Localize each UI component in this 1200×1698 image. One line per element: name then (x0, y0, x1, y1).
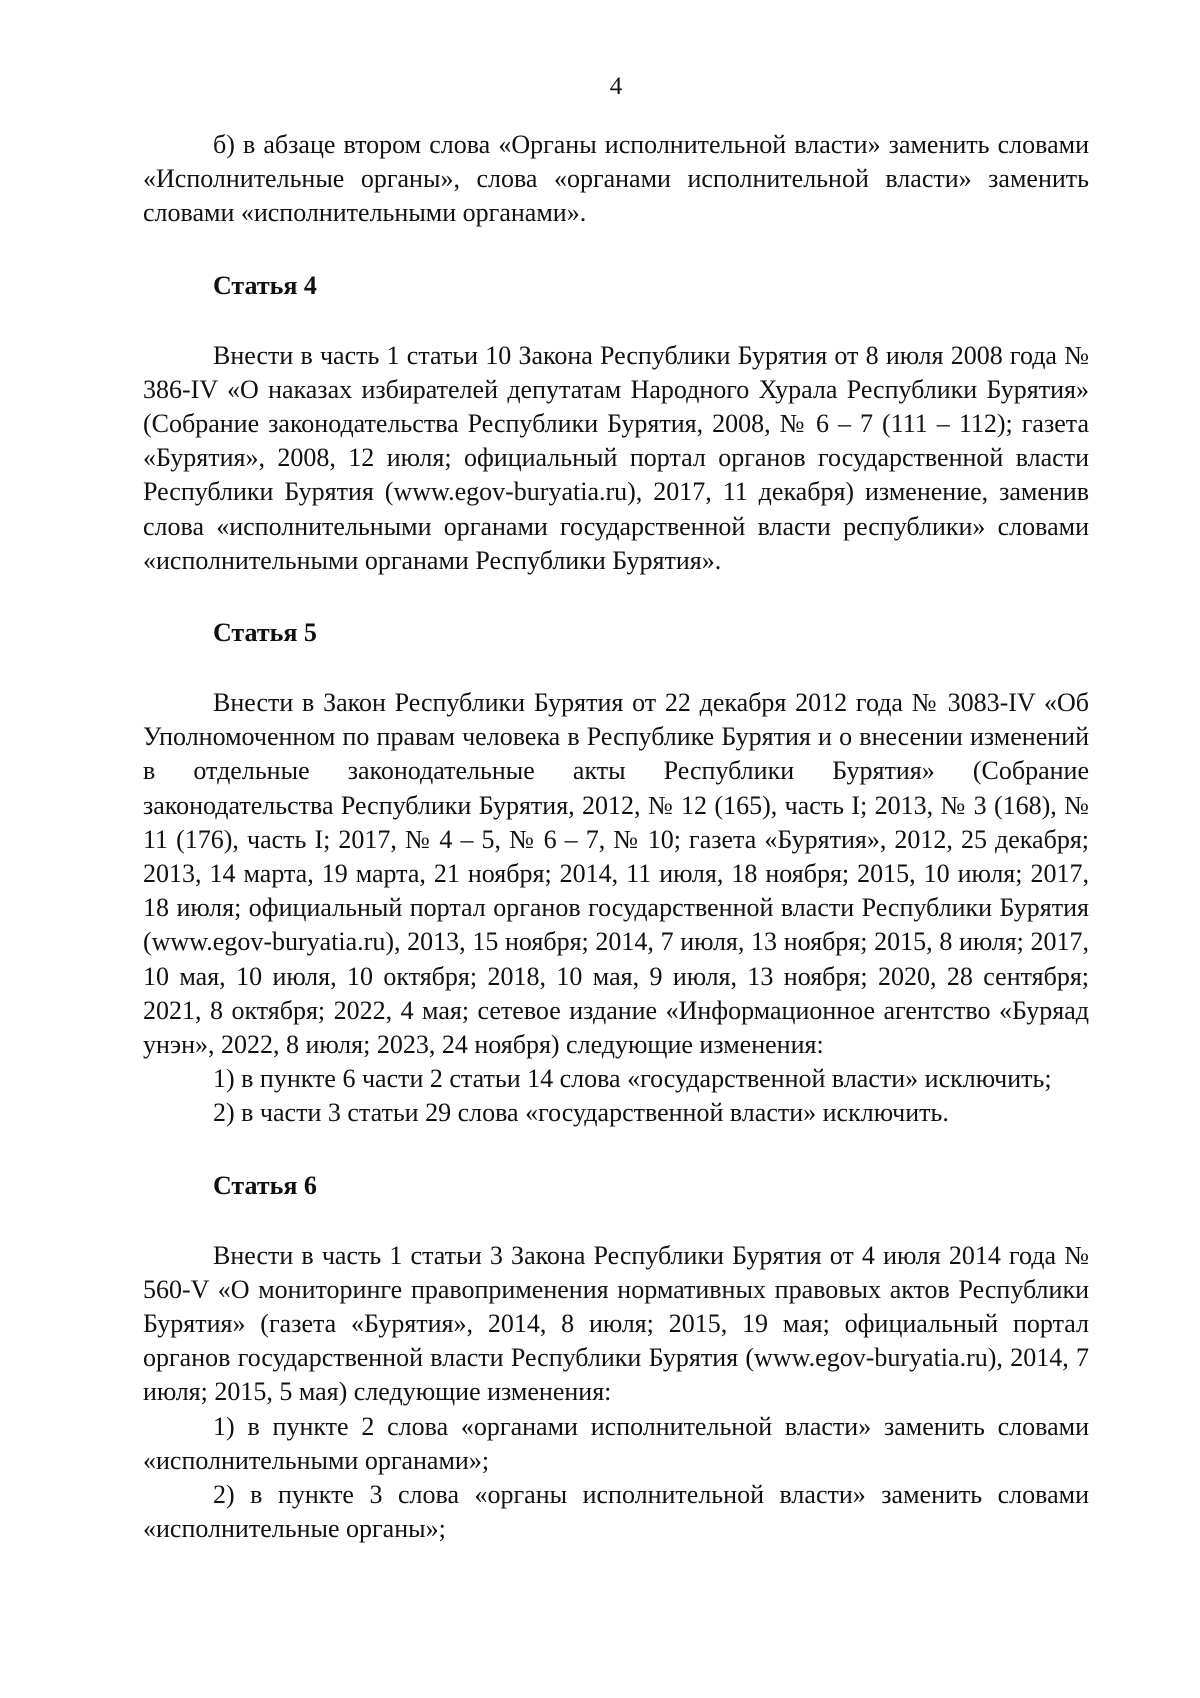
article-6-item-1: 1) в пункте 2 слова «органами исполнительной власти» заменить словами «исполнительными органами»; (143, 1411, 1089, 1475)
article-5-paragraph: Внести в Закон Республики Бурятия от 22 декабря 2012 года № 3083-IV «Об Уполномоченном по правам человека в Республике Бурятия и о внесении изменений в отдельные законодательные акты Республики Бурятия» (Собрание законодательства Республики Бурятия, 2012, № 12 (165), часть I; 2013, № 3 (168), № 11 (176), часть I; 2017, № 4 – 5, № 6 – 7, № 10; газета «Бурятия», 2012, 25 декабря; 2013, 14 марта, 19 марта, 21 ноября; 2014, 11 июля, 18 ноября; 2015, 10 июля; 2017, 18 июля; официальный портал органов государственной власти Республики Бурятия (www.egov-buryatia.ru), 2013, 15 ноября; 2014, 7 июля, 13 ноября; 2015, 8 июля; 2017, 10 мая, 10 июля, 10 октября; 2018, 10 мая, 9 июля, 13 ноября; 2020, 28 сентября; 2021, 8 октября; 2022, 4 мая; сетевое издание «Информационное агентство «Буряад унэн», 2022, 8 июля; 2023, 24 ноября) следующие изменения: (143, 688, 1089, 1060)
article-4-heading: Статья 4 (213, 270, 317, 300)
article-6-item-2: 2) в пункте 3 слова «органы исполнительной власти» заменить словами «исполнительные органы»; (143, 1480, 1089, 1544)
article-5-heading: Статья 5 (213, 618, 317, 648)
document-body (143, 128, 1089, 1547)
page-number: 4 (609, 73, 623, 100)
intro-paragraph: б) в абзаце втором слова «Органы исполнительной власти» заменить словами «Исполнительные органы», слова «органами исполнительной власти» заменить словами «исполнительными органами». (143, 130, 1089, 228)
article-5-item-1: 1) в пункте 6 части 2 статьи 14 слова «государственной власти» исключить; (213, 1064, 1052, 1094)
article-5-item-2: 2) в части 3 статьи 29 слова «государственной власти» исключить. (213, 1098, 949, 1128)
article-6-paragraph: Внести в часть 1 статьи 3 Закона Республики Бурятия от 4 июля 2014 года № 560-V «О мониторинге правоприменения нормативных правовых актов Республики Бурятия» (газета «Бурятия», 2014, 8 июля; 2015, 19 мая; официальный портал органов государственной власти Республики Бурятия (www.egov-buryatia.ru), 2014, 7 июля; 2015, 5 мая) следующие изменения: (143, 1240, 1089, 1407)
article-6-heading: Статья 6 (213, 1170, 317, 1200)
article-4-paragraph: Внести в часть 1 статьи 10 Закона Республики Бурятия от 8 июля 2008 года № 386-IV «О наказах избирателей депутатам Народного Хурала Республики Бурятия» (Собрание законодательства Республики Бурятия, 2008, № 6 – 7 (111 – 112); газета «Бурятия», 2008, 12 июля; официальный портал органов государственной власти Республики Бурятия (www.egov-buryatia.ru), 2017, 11 декабря) изменение, заменив слова «исполнительными органами государственной власти республики» словами «исполнительными органами Республики Бурятия». (143, 340, 1089, 575)
document-page (143, 0, 1089, 1698)
